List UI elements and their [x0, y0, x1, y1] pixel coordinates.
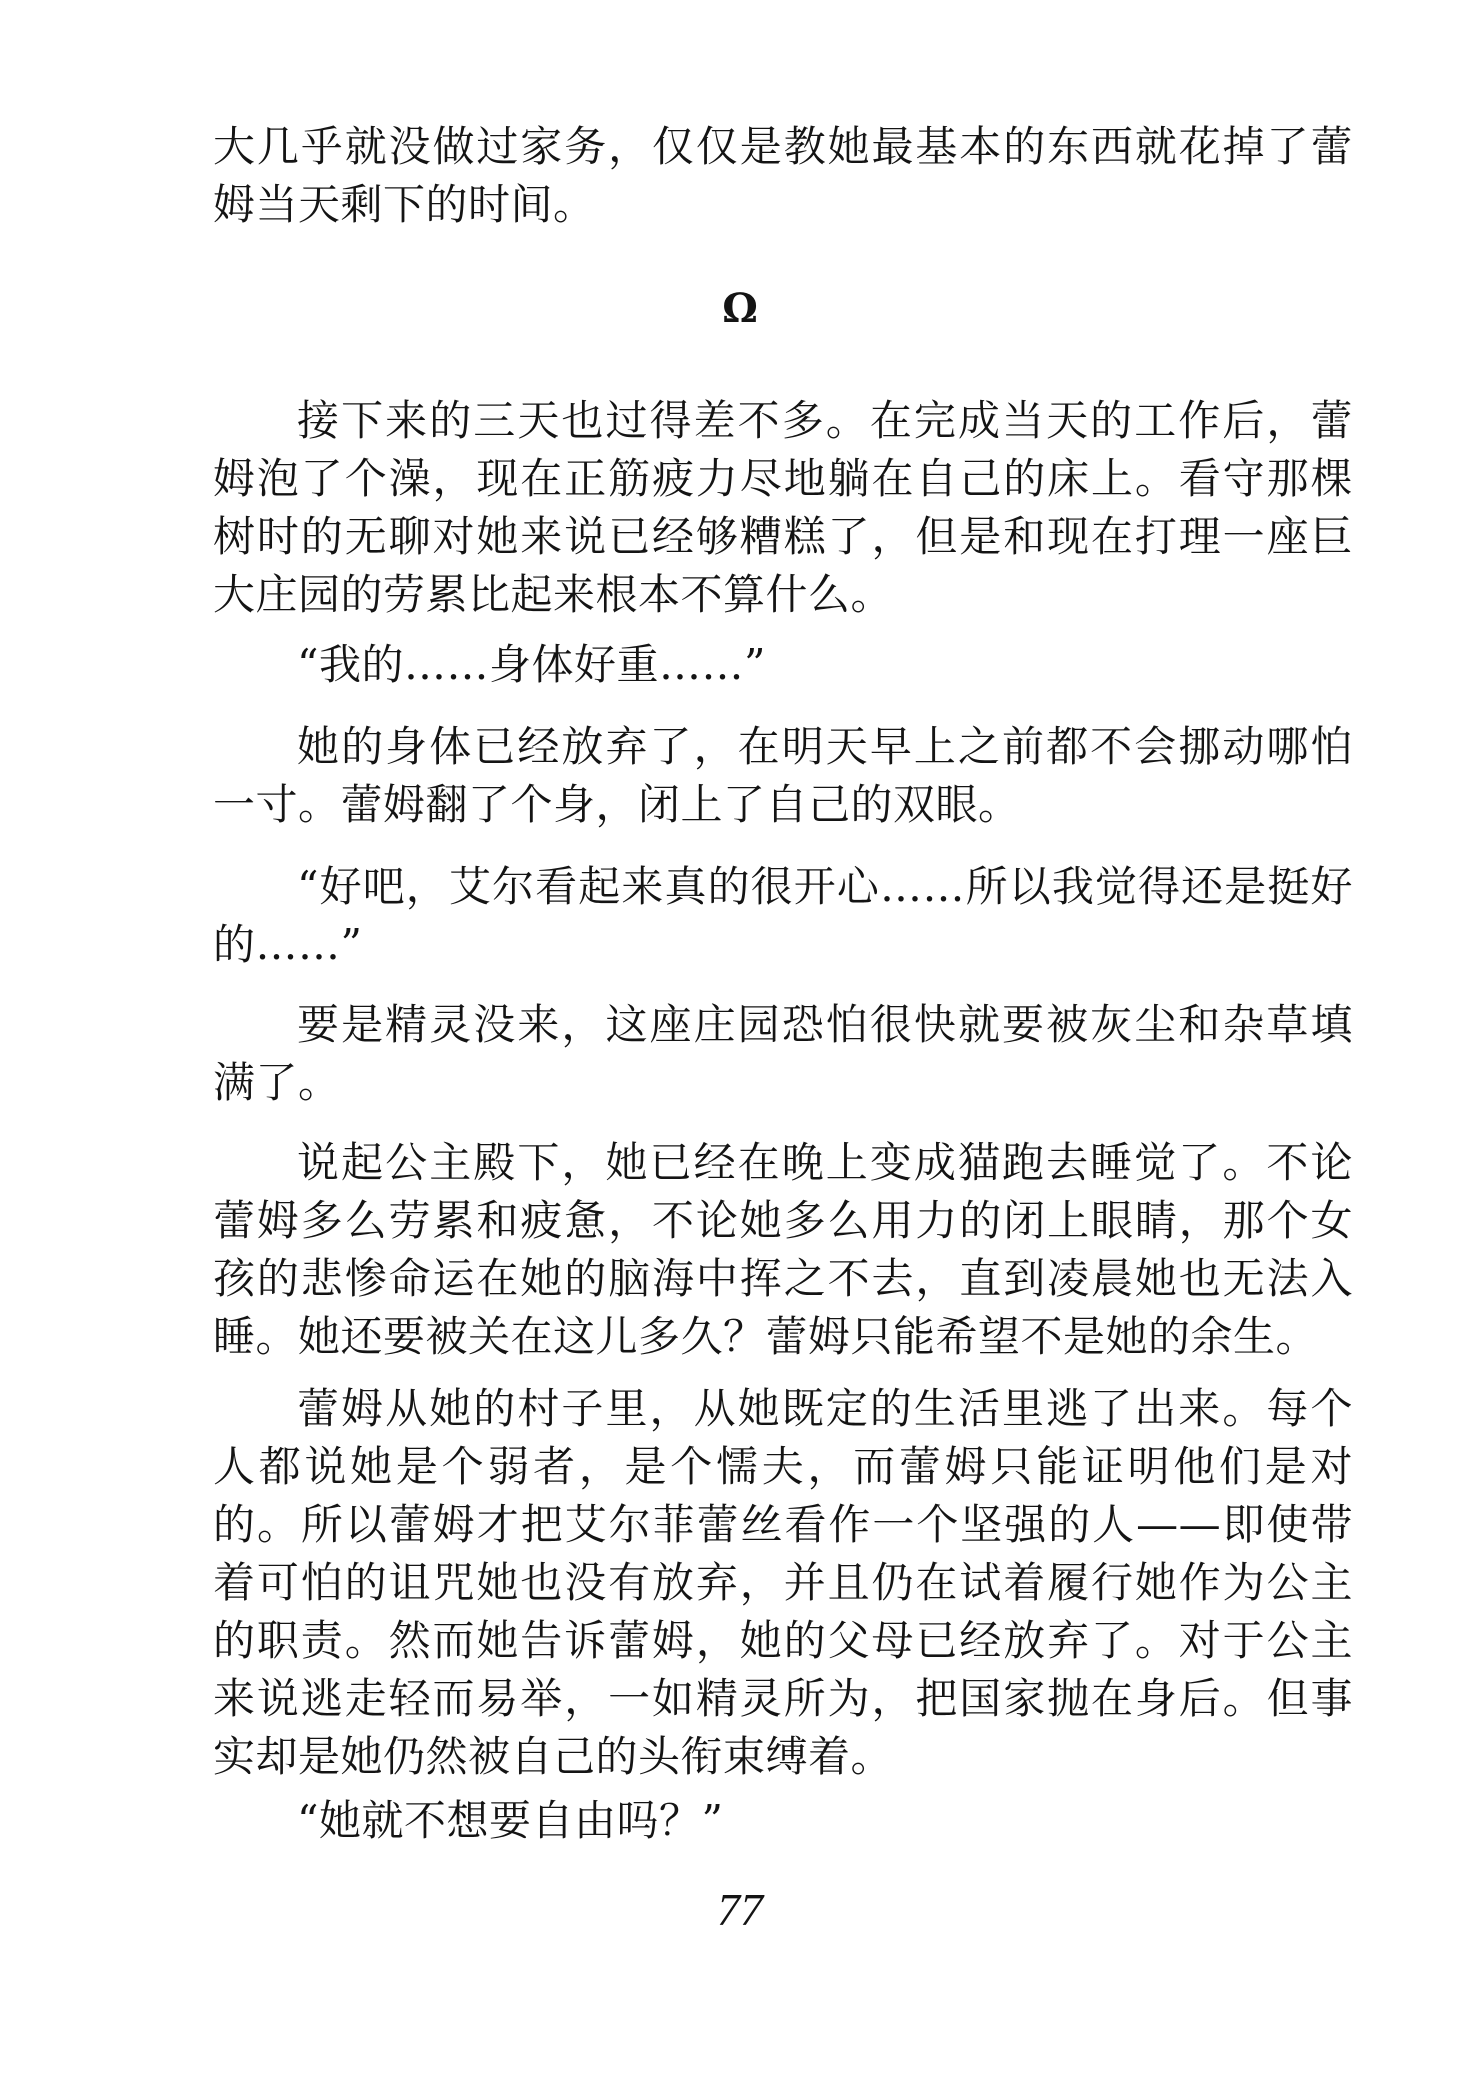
paragraph-continued: 大几乎就没做过家务，仅仅是教她最基本的东西就花掉了蕾姆当天剩下的时间。 [213, 122, 1353, 229]
paragraph: 她的身体已经放弃了，在明天早上之前都不会挪动哪怕一寸。蕾姆翻了个身，闭上了自己的双眼。 [213, 722, 1353, 829]
page-number: 77 [717, 1884, 763, 1935]
dialogue-paragraph: “她就不想要自由吗？” [297, 1796, 724, 1845]
paragraph: 要是精灵没来，这座庄园恐怕很快就要被灰尘和杂草填满了。 [213, 1000, 1353, 1107]
paragraph: 蕾姆从她的村子里，从她既定的生活里逃了出来。每个人都说她是个弱者，是个懦夫，而蕾姆只能证明他们是对的。所以蕾姆才把艾尔菲蕾丝看作一个坚强的人——即使带着可怕的诅咒她也没有放弃，并且仍在试着履行她作为公主的职责。然而她告诉蕾姆，她的父母已经放弃了。对于公主来说逃走轻而易举，一如精灵所为，把国家抛在身后。但事实却是她仍然被自己的头衔束缚着。 [213, 1384, 1353, 1781]
dialogue-paragraph: “好吧，艾尔看起来真的很开心……所以我觉得还是挺好的……” [213, 862, 1353, 969]
section-break-omega: Ω [722, 285, 758, 332]
paragraph: 说起公主殿下，她已经在晚上变成猫跑去睡觉了。不论蕾姆多么劳累和疲惫，不论她多么用力的闭上眼睛，那个女孩的悲惨命运在她的脑海中挥之不去，直到凌晨她也无法入睡。她还要被关在这儿多久？蕾姆只能希望不是她的余生。 [213, 1138, 1353, 1361]
dialogue-paragraph: “我的……身体好重……” [297, 640, 766, 689]
paragraph: 接下来的三天也过得差不多。在完成当天的工作后，蕾姆泡了个澡，现在正筋疲力尽地躺在自己的床上。看守那棵树时的无聊对她来说已经够糟糕了，但是和现在打理一座巨大庄园的劳累比起来根本不算什么。 [213, 396, 1353, 619]
